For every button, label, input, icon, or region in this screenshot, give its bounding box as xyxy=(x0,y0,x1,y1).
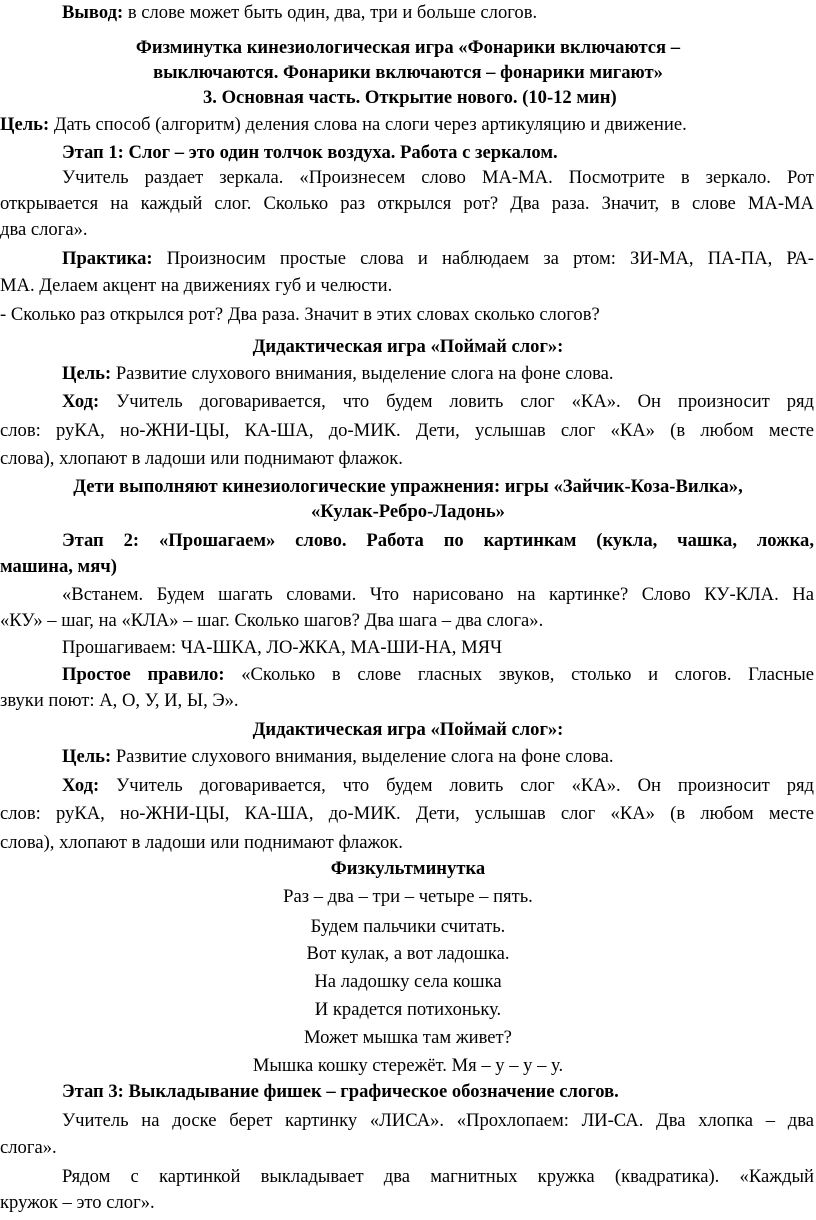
game1-move-line1 xyxy=(62,389,814,415)
game1-move-text: Учитель договаривается, что будем ловить слог «КА». Он произносит ряд xyxy=(99,391,814,412)
game1-title: Дидактическая игра «Поймай слог»: xyxy=(252,336,564,357)
stage1-paragraph-line1: Учитель раздает зеркала. «Произнесем слово МА-МА. Посмотрите в зеркало. Рот xyxy=(62,167,814,188)
rule-label: Простое правило: xyxy=(62,664,225,685)
game2-move-line1 xyxy=(62,773,814,799)
game2-move-line3: слова), хлопают в ладоши или поднимают флажок. xyxy=(0,832,403,853)
physminute1-title-line1: Физминутка кинезиологическая игра «Фонарики включаются – xyxy=(135,37,681,58)
stage1-title: Этап 1: Слог – это один толчок воздуха. Работа с зеркалом. xyxy=(62,142,558,163)
game2-title: Дидактическая игра «Поймай слог»: xyxy=(252,719,564,740)
game1-goal-label: Цель: xyxy=(62,363,112,384)
stage1-paragraph-line2: открывается на каждый слог. Сколько раз открылся рот? Два раза. Значит, в слове МА-МА xyxy=(0,193,814,214)
stage3-title: Этап 3: Выкладывание фишек – графическое обозначение слогов. xyxy=(62,1081,619,1102)
practice-label: Практика: xyxy=(62,248,153,269)
game1-move-line3: слова), хлопают в ладоши или поднимают флажок. xyxy=(0,448,403,469)
conclusion-line xyxy=(62,0,802,26)
goal-text: Дать способ (алгоритм) деления слова на слоги через артикуляцию и движение. xyxy=(49,114,687,135)
physminute1-title-line2: выключаются. Фонарики включаются – фонарики мигают» xyxy=(153,62,663,83)
stage2-title-line1: Этап 2: «Прошагаем» слово. Работа по картинкам (кукла, чашка, ложка, xyxy=(62,530,814,551)
game2-goal-line xyxy=(62,744,802,770)
kinesio-line2: «Кулак-Ребро-Ладонь» xyxy=(311,501,505,522)
game2-move-line2: слов: руКА, но-ЖНИ-ЦЫ, КА-ША, до-МИК. Дети, услышав слог «КА» (в любом месте xyxy=(0,803,814,824)
stage3-paragraph2-line2: кружок – это слог». xyxy=(0,1192,155,1213)
rule-line1 xyxy=(62,662,814,688)
goal-label: Цель: xyxy=(0,114,50,135)
game1-move-label: Ход: xyxy=(62,391,100,412)
practice-line1 xyxy=(62,246,814,272)
game2-goal-label: Цель: xyxy=(62,746,112,767)
stage1-question: - Сколько раз открылся рот? Два раза. Значит в этих словах сколько слогов? xyxy=(0,304,600,325)
physminute2-title: Физкультминутка xyxy=(330,858,486,879)
main-part-title: 3. Основная часть. Открытие нового. (10-12 мин) xyxy=(203,87,617,108)
stage3-paragraph1-line2: слога». xyxy=(0,1137,57,1158)
verse-line: Вот кулак, а вот ладошка. xyxy=(306,943,510,964)
stage2-paragraph-line2: «КУ» – шаг, на «КЛА» – шаг. Сколько шагов? Два шага – два слога». xyxy=(0,610,544,631)
verse-line: И крадется потихоньку. xyxy=(314,999,502,1020)
kinesio-line1: Дети выполняют кинезиологические упражнения: игры «Зайчик-Коза-Вилка», xyxy=(73,476,743,497)
game2-move-text: Учитель договаривается, что будем ловить слог «КА». Он произносит ряд xyxy=(99,775,814,796)
stage2-title-line2: машина, мяч) xyxy=(0,556,117,577)
verse-line: Будем пальчики считать. xyxy=(310,916,506,937)
verse-line: Раз – два – три – четыре – пять. xyxy=(283,886,533,907)
conclusion-text: в слове может быть один, два, три и больше слогов. xyxy=(123,2,538,23)
stage2-walk-line: Прошагиваем: ЧА-ШКА, ЛО-ЖКА, МА-ШИ-НА, МЯЧ xyxy=(62,637,503,658)
game2-move-label: Ход: xyxy=(62,775,100,796)
verse-line: На ладошку села кошка xyxy=(314,971,502,992)
verse-line: Может мышка там живет? xyxy=(304,1027,512,1048)
stage3-paragraph1-line1: Учитель на доске берет картинку «ЛИСА». «Прохлопаем: ЛИ-СА. Два хлопка – два xyxy=(62,1110,814,1131)
practice-text: Произносим простые слова и наблюдаем за ртом: ЗИ-МА, ПА-ПА, РА- xyxy=(152,248,814,269)
verse-line: Мышка кошку стережёт. Мя – у – у – у. xyxy=(252,1055,564,1076)
game2-goal-text: Развитие слухового внимания, выделение слога на фоне слова. xyxy=(111,746,614,767)
stage2-paragraph-line1: «Встанем. Будем шагать словами. Что нарисовано на картинке? Слово КУ-КЛА. На xyxy=(62,584,814,605)
game1-move-line2: слов: руКА, но-ЖНИ-ЦЫ, КА-ША, до-МИК. Дети, услышав слог «КА» (в любом месте xyxy=(0,420,814,441)
stage3-paragraph2-line1: Рядом с картинкой выкладывает два магнитных кружка (квадратика). «Каждый xyxy=(62,1166,814,1187)
rule-line2: звуки поют: А, О, У, И, Ы, Э». xyxy=(0,690,239,711)
game1-goal-text: Развитие слухового внимания, выделение слога на фоне слова. xyxy=(111,363,614,384)
stage1-paragraph-line3: два слога». xyxy=(0,219,88,240)
goal-line xyxy=(0,112,816,138)
practice-line2: МА. Делаем акцент на движениях губ и челюсти. xyxy=(0,275,393,296)
conclusion-label: Вывод: xyxy=(62,2,124,23)
game1-goal-line xyxy=(62,361,802,387)
rule-text: «Сколько в слове гласных звуков, столько и слогов. Гласные xyxy=(224,664,815,685)
